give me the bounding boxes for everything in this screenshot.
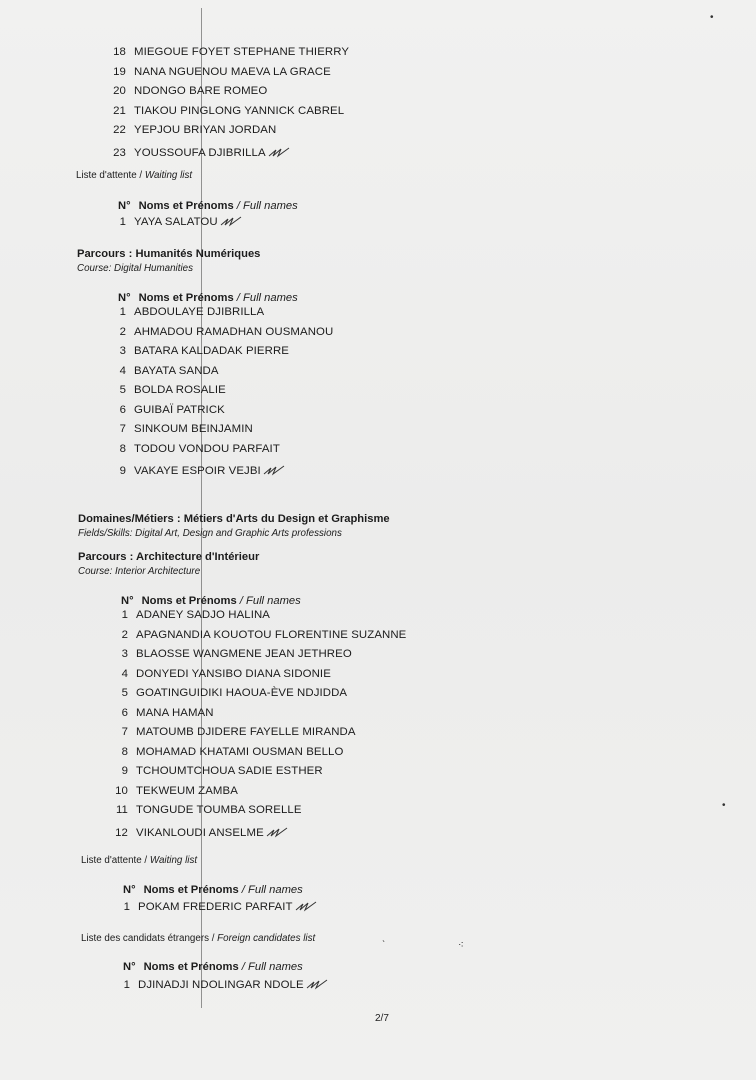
item-number: 1 xyxy=(119,306,126,318)
item-number: 6 xyxy=(119,403,126,416)
list-header: N° Noms et Prénoms / Full names xyxy=(123,961,303,973)
list-item xyxy=(112,105,349,125)
name-list xyxy=(112,213,242,233)
signature-mark-icon xyxy=(295,900,317,912)
list-item xyxy=(112,443,333,463)
item-name: NDONGO BARE ROMEO xyxy=(134,85,268,97)
item-name: VAKAYE ESPOIR VEJBI xyxy=(134,465,261,477)
list-item xyxy=(114,785,406,805)
item-name: YAYA SALATOU xyxy=(134,216,218,228)
list-item xyxy=(112,326,333,346)
scan-speck: • xyxy=(722,800,726,811)
item-name: DONYEDI YANSIBO DIANA SIDONIE xyxy=(136,667,331,680)
item-name: YOUSSOUFA DJIBRILLA xyxy=(134,146,266,159)
list-header: N° Noms et Prénoms / Full names xyxy=(121,595,301,607)
list-item xyxy=(114,609,406,629)
item-number: 5 xyxy=(119,384,126,396)
item-number: 8 xyxy=(119,442,126,455)
list-item xyxy=(116,976,328,996)
list-item xyxy=(112,213,242,233)
list-item xyxy=(112,306,333,326)
item-number: 3 xyxy=(121,648,128,660)
item-number: 4 xyxy=(121,667,128,680)
item-number: 22 xyxy=(113,124,126,136)
item-number: 1 xyxy=(121,609,128,621)
list-item xyxy=(114,648,406,668)
item-number: 6 xyxy=(121,706,128,719)
item-number: 10 xyxy=(115,784,128,797)
item-number: 9 xyxy=(121,765,128,777)
section-title: Domaines/Métiers : Métiers d'Arts du Design et Graphisme xyxy=(78,513,390,525)
list-item xyxy=(112,85,349,105)
item-number: 18 xyxy=(113,46,126,58)
item-number: 12 xyxy=(115,826,128,839)
item-number: 4 xyxy=(119,364,126,377)
item-number: 19 xyxy=(113,65,126,78)
item-name: SINKOUM BEINJAMIN xyxy=(134,423,253,435)
item-name: POKAM FREDERIC PARFAIT xyxy=(138,901,293,913)
section-subtitle: Course: Interior Architecture xyxy=(78,566,201,577)
list-item xyxy=(112,66,349,86)
item-name: VIKANLOUDI ANSELME xyxy=(136,826,264,839)
section-subtitle: Fields/Skills: Digital Art, Design and Graphic Arts professions xyxy=(78,528,342,539)
list-item xyxy=(114,629,406,649)
item-name: DJINADJI NDOLINGAR NDOLE xyxy=(138,979,304,991)
item-name: APAGNANDIA KOUOTOU FLORENTINE SUZANNE xyxy=(136,628,407,641)
signature-mark-icon xyxy=(263,464,285,476)
item-number: 20 xyxy=(113,85,126,97)
item-name: MANA HAMAN xyxy=(136,706,214,719)
list-item xyxy=(112,46,349,66)
item-name: ADANEY SADJO HALINA xyxy=(136,609,270,621)
item-name: TCHOUMTCHOUA SADIE ESTHER xyxy=(136,765,323,777)
list-header: N° Noms et Prénoms / Full names xyxy=(123,884,303,896)
list-item xyxy=(112,365,333,385)
item-name: TIAKOU PINGLONG YANNICK CABREL xyxy=(134,104,345,117)
signature-mark-icon xyxy=(220,215,242,227)
item-number: 21 xyxy=(113,104,126,117)
list-item xyxy=(114,804,406,824)
item-name: BLAOSSE WANGMENE JEAN JETHREO xyxy=(136,648,352,660)
list-item xyxy=(116,898,317,918)
item-name: GOATINGUIDIKI HAOUA-ÈVE NDJIDDA xyxy=(136,687,348,699)
item-number: 3 xyxy=(119,345,126,357)
item-number: 2 xyxy=(119,325,126,338)
list-item xyxy=(114,824,406,844)
waiting-list-label: Liste d'attente / Waiting list xyxy=(81,855,198,866)
list-item xyxy=(112,423,333,443)
item-name: ABDOULAYE DJIBRILLA xyxy=(134,306,265,318)
name-list xyxy=(112,46,349,163)
page-number: 2/7 xyxy=(375,1013,389,1024)
item-number: 5 xyxy=(121,687,128,699)
item-number: 2 xyxy=(121,628,128,641)
list-item xyxy=(114,668,406,688)
scan-speck: • xyxy=(710,12,714,23)
name-list xyxy=(114,609,406,843)
item-name: BOLDA ROSALIE xyxy=(134,384,226,396)
item-number: 1 xyxy=(123,901,130,913)
item-number: 11 xyxy=(115,804,128,816)
list-item xyxy=(114,726,406,746)
section-title: Parcours : Architecture d'Intérieur xyxy=(78,551,260,563)
item-number: 23 xyxy=(113,146,126,159)
item-number: 1 xyxy=(119,216,126,228)
item-name: MIEGOUE FOYET STEPHANE THIERRY xyxy=(134,46,350,58)
list-item xyxy=(114,707,406,727)
signature-mark-icon xyxy=(266,826,288,838)
name-list xyxy=(112,306,333,482)
foreign-list-label: Liste des candidats étrangers / Foreign candidates list xyxy=(81,933,316,944)
item-name: BAYATA SANDA xyxy=(134,364,219,377)
list-item xyxy=(112,462,333,482)
item-name: GUIBAÏ PATRICK xyxy=(134,403,225,416)
item-name: TEKWEUM ZAMBA xyxy=(136,784,238,797)
list-header: N° Noms et Prénoms / Full names xyxy=(118,292,298,304)
item-name: TODOU VONDOU PARFAIT xyxy=(134,442,280,455)
item-name: MATOUMB DJIDERE FAYELLE MIRANDA xyxy=(136,726,356,738)
item-number: 8 xyxy=(121,745,128,758)
list-item xyxy=(112,345,333,365)
list-item xyxy=(112,144,349,164)
name-list xyxy=(116,898,317,918)
item-number: 9 xyxy=(119,465,126,477)
item-name: TONGUDE TOUMBA SORELLE xyxy=(136,804,302,816)
item-name: NANA NGUENOU MAEVA LA GRACE xyxy=(134,65,331,78)
scan-speck: ˋ xyxy=(382,940,386,951)
list-item xyxy=(114,765,406,785)
section-subtitle: Course: Digital Humanities xyxy=(77,263,193,274)
item-name: BATARA KALDADAK PIERRE xyxy=(134,345,289,357)
scan-speck: ⁖ xyxy=(458,940,464,951)
list-header: N° Noms et Prénoms / Full names xyxy=(118,200,298,212)
item-name: YEPJOU BRIYAN JORDAN xyxy=(134,124,277,136)
item-number: 7 xyxy=(121,726,128,738)
item-number: 7 xyxy=(119,423,126,435)
waiting-list-label: Liste d'attente / Waiting list xyxy=(76,170,193,181)
name-list xyxy=(116,976,328,996)
list-item xyxy=(114,687,406,707)
item-name: AHMADOU RAMADHAN OUSMANOU xyxy=(134,325,334,338)
item-number: 1 xyxy=(123,979,130,991)
list-item xyxy=(112,404,333,424)
signature-mark-icon xyxy=(268,146,290,158)
item-name: MOHAMAD KHATAMI OUSMAN BELLO xyxy=(136,745,344,758)
list-item xyxy=(112,384,333,404)
list-item xyxy=(112,124,349,144)
signature-mark-icon xyxy=(306,978,328,990)
list-item xyxy=(114,746,406,766)
section-title: Parcours : Humanités Numériques xyxy=(77,248,261,260)
